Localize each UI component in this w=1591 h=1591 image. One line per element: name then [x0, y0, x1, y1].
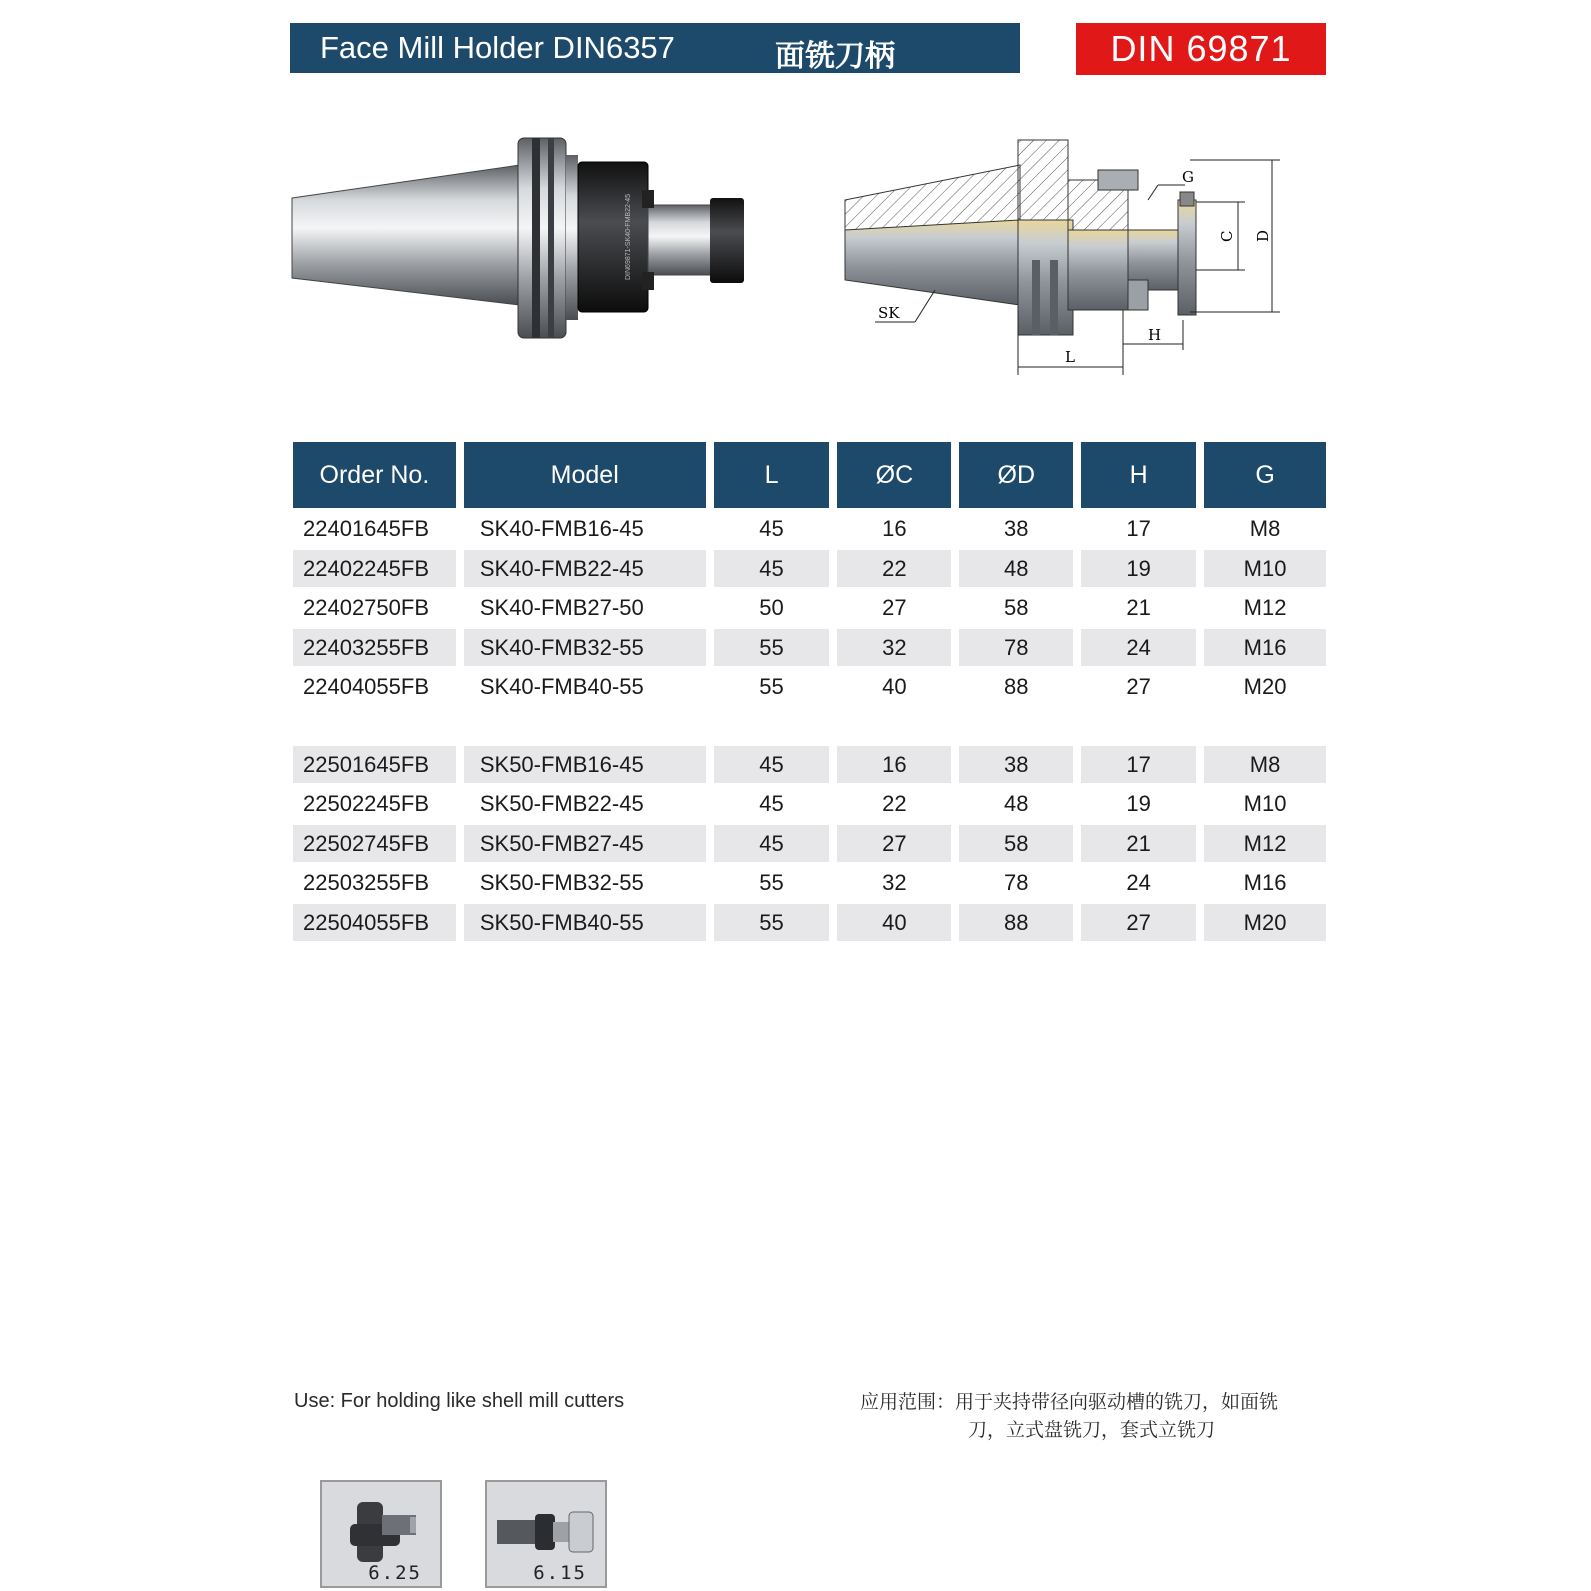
usage-cn-line2: 刀，立式盘铣刀，套式立铣刀 [968, 1419, 1216, 1441]
table-row [293, 629, 1326, 666]
table-row [293, 904, 1326, 941]
cell-l: 55 [759, 674, 784, 699]
cell-c: 16 [837, 746, 951, 783]
technical-drawing [840, 130, 1300, 385]
table-row [293, 825, 1326, 862]
col-c: ØC [837, 442, 951, 508]
cell-order-no: 22502245FB [303, 791, 429, 816]
cell-c: 16 [882, 516, 907, 541]
label-d: D [1254, 229, 1272, 242]
cell-c: 40 [837, 904, 951, 941]
cell-d: 38 [959, 746, 1073, 783]
cell-d: 58 [959, 825, 1073, 862]
table-row [293, 746, 1326, 783]
title-cn: 面铣刀柄 [775, 39, 895, 74]
cell-l: 45 [714, 550, 830, 587]
cell-l: 55 [714, 904, 830, 941]
cell-g: M8 [1249, 516, 1281, 541]
cell-model: SK50-FMB27-45 [464, 825, 706, 862]
label-sk: SK [878, 304, 900, 322]
sk40-group [293, 511, 1326, 706]
cell-g: M10 [1204, 550, 1326, 587]
accessory-pull-stud [485, 1480, 607, 1588]
table-row [293, 511, 1326, 548]
cell-model: SK50-FMB16-45 [464, 746, 706, 783]
cell-g: M20 [1243, 674, 1287, 699]
cell-order-no: 22503255FB [303, 870, 429, 895]
cell-h: 19 [1126, 791, 1151, 816]
cell-order-no: 22402245FB [293, 550, 456, 587]
accessory-drive-key [320, 1480, 442, 1588]
usage-chinese [860, 1388, 1326, 1444]
cell-h: 17 [1126, 516, 1151, 541]
cell-l: 45 [714, 825, 830, 862]
cell-g: M20 [1204, 904, 1326, 941]
cell-d: 48 [959, 550, 1073, 587]
usage-cn-line1: 应用范围：用于夹持带径向驱动槽的铣刀，如面铣 [860, 1391, 1279, 1413]
accessory-label: 6.25 [368, 1562, 422, 1584]
col-l: L [714, 442, 830, 508]
cell-h: 21 [1126, 595, 1151, 620]
cell-c: 27 [837, 825, 951, 862]
title-en: Face Mill Holder DIN6357 [320, 30, 675, 65]
table-row [293, 550, 1326, 587]
label-g: G [1182, 168, 1194, 186]
cell-order-no: 22501645FB [293, 746, 456, 783]
cell-d: 88 [1004, 674, 1029, 699]
accessory-label: 6.15 [533, 1562, 587, 1584]
cell-order-no: 22404055FB [303, 674, 429, 699]
col-order-no: Order No. [293, 442, 456, 508]
cell-h: 27 [1081, 904, 1196, 941]
cell-model: SK40-FMB32-55 [464, 629, 706, 666]
label-l: L [1065, 348, 1075, 366]
col-h: H [1081, 442, 1196, 508]
cell-c: 40 [882, 674, 907, 699]
label-c: C [1218, 230, 1236, 242]
col-model: Model [464, 442, 706, 508]
cell-g: M16 [1243, 870, 1287, 895]
col-g: G [1204, 442, 1326, 508]
cell-order-no: 22403255FB [293, 629, 456, 666]
cell-d: 58 [1004, 595, 1029, 620]
cell-model: SK40-FMB40-55 [479, 674, 644, 699]
cell-l: 50 [759, 595, 784, 620]
table-row [293, 865, 1326, 902]
din-badge: DIN 69871 [1076, 23, 1326, 75]
col-d: ØD [959, 442, 1073, 508]
cell-h: 19 [1081, 550, 1196, 587]
product-photo [290, 130, 760, 350]
table-row [293, 590, 1326, 627]
cell-g: M8 [1204, 746, 1326, 783]
cell-l: 45 [714, 746, 830, 783]
title-bar [290, 23, 1020, 73]
label-h: H [1148, 326, 1162, 344]
cell-model: SK40-FMB16-45 [479, 516, 644, 541]
cell-h: 24 [1126, 870, 1151, 895]
cell-g: M10 [1243, 791, 1287, 816]
cell-l: 45 [759, 516, 784, 541]
cell-h: 21 [1081, 825, 1196, 862]
cell-c: 27 [882, 595, 907, 620]
cell-model: SK40-FMB27-50 [479, 595, 644, 620]
cell-c: 22 [837, 550, 951, 587]
cell-order-no: 22504055FB [293, 904, 456, 941]
cell-d: 48 [1004, 791, 1029, 816]
cell-model: SK50-FMB40-55 [464, 904, 706, 941]
cell-model: SK50-FMB32-55 [479, 870, 644, 895]
cell-d: 38 [1004, 516, 1029, 541]
cell-h: 24 [1081, 629, 1196, 666]
cell-g: M12 [1243, 595, 1287, 620]
cell-l: 55 [714, 629, 830, 666]
cell-order-no: 22401645FB [303, 516, 429, 541]
spec-table [293, 442, 1326, 941]
table-row [293, 786, 1326, 823]
table-row [293, 669, 1326, 706]
table-header [293, 442, 1326, 508]
cell-model: SK40-FMB22-45 [464, 550, 706, 587]
cell-c: 32 [882, 870, 907, 895]
usage-english: Use: For holding like shell mill cutters [294, 1390, 625, 1412]
cell-d: 88 [959, 904, 1073, 941]
cell-l: 55 [759, 870, 784, 895]
cell-d: 78 [959, 629, 1073, 666]
cell-model: SK50-FMB22-45 [479, 791, 644, 816]
cell-c: 22 [882, 791, 907, 816]
cell-g: M12 [1204, 825, 1326, 862]
photo-marking: DIN69871-SK40-FMB22-45 [625, 194, 632, 280]
sk50-group [293, 746, 1326, 941]
cell-c: 32 [837, 629, 951, 666]
cell-h: 27 [1126, 674, 1151, 699]
cell-order-no: 22502745FB [293, 825, 456, 862]
cell-h: 17 [1081, 746, 1196, 783]
cell-g: M16 [1204, 629, 1326, 666]
cell-d: 78 [1004, 870, 1029, 895]
cell-order-no: 22402750FB [303, 595, 429, 620]
cell-l: 45 [759, 791, 784, 816]
